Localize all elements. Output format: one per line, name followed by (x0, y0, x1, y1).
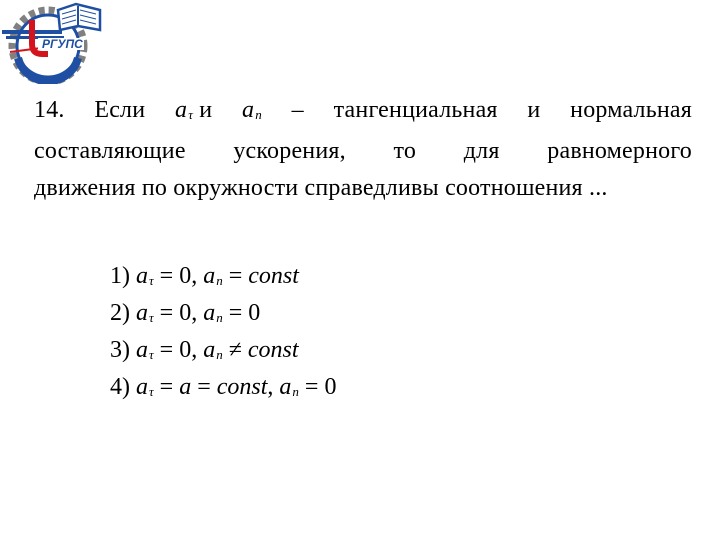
option-4[interactable]: 4) $a_\tau = a$ = const, $a_n = 0$ (110, 374, 337, 400)
word-for: для (463, 138, 500, 164)
option-1[interactable]: 1) $a_\tau = 0$, $a_n$ = const (110, 263, 299, 289)
word-and: и (527, 97, 541, 123)
symbol-a-n: $a_n$ (242, 97, 262, 123)
answer-options (110, 260, 336, 408)
option-2[interactable]: 2) $a_\tau = 0$, $a_n = 0$ (110, 300, 261, 326)
logo-text: РГУПС (42, 37, 83, 51)
university-logo (2, 0, 106, 84)
question-line-2 (34, 133, 692, 170)
question-text (34, 92, 692, 207)
symbol-a-tau: $a_\tau$ и (174, 97, 213, 123)
word-uniform: равномерного (547, 138, 692, 164)
word-then: то (393, 138, 417, 164)
question-number: 14. (34, 97, 65, 123)
dash: – (291, 97, 304, 123)
word-tangential: тангенциальная (333, 97, 498, 123)
option-3[interactable]: 3) $a_\tau = 0$, $a_n$ ≠ const (110, 337, 299, 363)
word-acceleration: ускорения, (233, 138, 346, 164)
question-line-3: движения по окружности справедливы соотношения ... (34, 175, 608, 201)
word-if: Если (94, 97, 146, 123)
question-line-1 (34, 92, 692, 133)
word-components: составляющие (34, 138, 186, 164)
word-normal: нормальная (570, 97, 692, 123)
